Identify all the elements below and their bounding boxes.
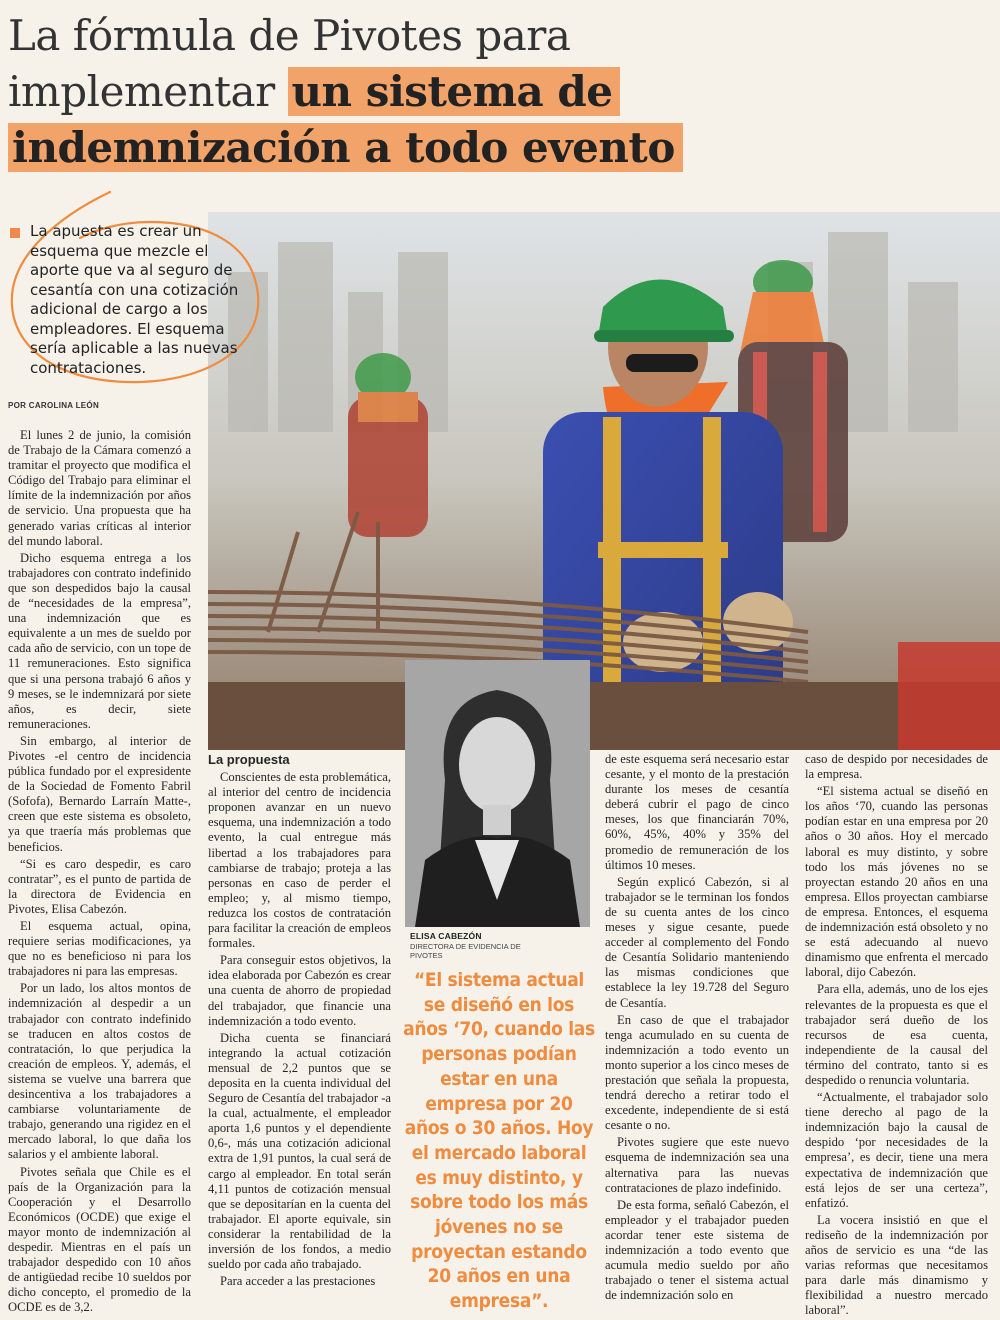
headline-line-2-plain: implementar — [8, 67, 288, 116]
paragraph: Dicho esquema entrega a los trabajadores con contrato indefinido que son despedidos bajo la causal de “necesidades de la empresa”, una indemnización que es equivalente a un mes de sueldo por cada año de servicio, con un tope de 11 remuneraciones. Esto significa que si una persona trabajó 6 años y 9 meses, se le indemnizará por siete años, es decir, siete remuneraciones. — [8, 550, 191, 731]
headline-line-2 — [8, 64, 988, 120]
pull-quote: “El sistema actual se diseñó en los años ‘70, cuando las personas podían estar en una empresa por 20 años o 30 años. Hoy el mercado laboral es muy distinto, y sobre todo los más jóvenes no se proyectan estando 20 años en una empresa”. — [403, 969, 595, 1313]
paragraph: Para conseguir estos objetivos, la idea elaborada por Cabezón es crear una cuenta de ahorro de propiedad del trabajador, que financie una indemnización a todo evento. — [208, 953, 391, 1028]
paragraph: Pivotes sugiere que este nuevo esquema de indemnización sea una alternativa para las nuevas contrataciones de plazo indefinido. — [605, 1135, 789, 1195]
elisa-cabezon-portrait — [405, 660, 590, 927]
headline-highlight-1: un sistema de — [288, 67, 621, 116]
paragraph: Para acceder a las prestaciones — [220, 1274, 376, 1289]
portrait-caption-name: ELISA CABEZÓN — [410, 931, 482, 941]
paragraph: Por un lado, los altos montos de indemnización al despedir a un trabajador con contrato indefinido se traducen en altos costos de contratación, lo que perjudica la creación de empleos. Y, además, el sistema se vuelve una barrera que desincentiva a los trabajadores a cambiarse voluntariamente de trabajo, generando una rigidez en el mercado laboral, lo que daña los salarios y el ambiente laboral. — [8, 981, 191, 1162]
paragraph: Para ella, además, uno de los ejes relevantes de la propuesta es que el trabajador será dueño de los recursos de esa cuenta, independiente de la causal del término del contrato, tanto si es despedido o renuncia voluntaria. — [805, 982, 988, 1087]
paragraph: Dicha cuenta se financiará integrando la actual cotización mensual de 2,2 puntos que se deposita en la cuenta individual del Seguro de Cesantía del trabajador -a la cual, actualmente, el empleador aporta 1,6 puntos y el dependiente 0,6-, más una cotización adicional extra de 1,91 puntos, la cual será de cargo al empleador. En total serán 4,11 puntos de cotización mensual que se depositarían en la cuenta del trabajador. El aporte equivale, sin considerar la rentabilidad de la inversión de los fondos, a medio sueldo por cada año trabajado. — [208, 1030, 391, 1272]
paragraph: “Si es caro despedir, es caro contratar”, es el punto de partida de la directora de Evidencia en Pivotes, Elisa Cabezón. — [8, 856, 191, 916]
paragraph: El lunes 2 de junio, la comisión de Trabajo de la Cámara comenzó a tramitar el proyecto que modifica el Código del Trabajo para eliminar el límite de la indemnización por años de servicio. Una propuesta que ha generado varias críticas al interior del mundo laboral. — [8, 428, 191, 548]
paragraph: Según explicó Cabezón, si al trabajador se le terminan los fondos de su cuenta antes de los cinco meses y sigue cesante, puede acceder al complemento del Fondo de Cesantía Solidario manteniendo las mismas condiciones que establece la ley 19.728 del Seguro de Cesantía. — [605, 874, 789, 1010]
paragraph: De esta forma, señaló Cabezón, el empleador y el trabajador pueden acordar tener este sistema de indemnización a todo evento que acumula medio sueldo por año trabajado o tener el sistema actual de indemnización solo en — [605, 1197, 789, 1303]
paragraph: La vocera insistió en que el rediseño de la indemnización por años de servicio es una “de las varias reformas que necesitamos para darle más dinamismo y flexibilidad a nuestro mercado laboral”. — [805, 1212, 988, 1318]
paragraph: El esquema actual, opina, requiere serias modificaciones, ya que no es beneficioso ni para los trabajadores ni para las empresas. — [8, 919, 191, 979]
paragraph: “Actualmente, el trabajador solo tiene derecho al pago de la indemnización bajo la causal de despido ‘por necesidades de la empresa’, es decir, tiene una mera expectativa de indemnización que está lejos de ser una certeza”, enfatizó. — [805, 1090, 988, 1210]
paragraph: Conscientes de esta problemática, al interior del centro de incidencia proponen avanzar en un nuevo esquema, una indemnización a todo evento, la cual entregue más libertad a los trabajadores para cambiarse de trabajo; proteja a las personas en caso de perder el empleo; y, al mismo tiempo, reduzca los costos de contratación para facilitar la creación de empleos formales. — [208, 770, 391, 951]
section-subheading: La propuesta — [208, 752, 290, 767]
headline-line-1: La fórmula de Pivotes para — [8, 11, 571, 60]
body-column-2 — [208, 752, 391, 1291]
paragraph: de este esquema será necesario estar cesante, y el monto de la prestación durante los meses de cesantía deberá cubrir el pago de cinco meses, los que financiarán 70%, 60%, 45%, 40% y 35% del promedio de remuneración de los últimos 10 meses. — [605, 752, 789, 872]
headline-highlight-2: indemnización a todo evento — [8, 123, 683, 172]
portrait-caption-role: DIRECTORA DE EVIDENCIA DE PIVOTES — [410, 942, 521, 960]
byline: POR CAROLINA LEÓN — [8, 401, 100, 410]
headline — [8, 8, 988, 176]
paragraph: Pivotes señala que Chile es el país de la Organización para la Cooperación y el Desarrollo Económicos (OCDE) que exige el mayor monto de indemnización al despedir. Mientras en el país un trabajador despedido con 10 años de antigüedad recibe 10 sueldos por dicho concepto, el promedio de la OCDE es de 3,2. — [8, 1164, 191, 1315]
paragraph: En caso de que el trabajador tenga acumulado en su cuenta de indemnización a todo evento un monto superior a los cinco meses de prestación que señala la propuesta, tendrá derecho a retirar todo el excedente, independiente de si está cesante o no. — [605, 1012, 789, 1133]
body-column-4 — [805, 752, 988, 1320]
body-column-3 — [605, 752, 789, 1305]
paragraph: caso de despido por necesidades de la empresa. — [805, 752, 988, 782]
headline-line-3 — [8, 120, 988, 176]
lead-square-icon — [10, 228, 20, 238]
lead-paragraph: La apuesta es crear un esquema que mezcle el aporte que va al seguro de cesantía con una cotización adicional de cargo a los empleadores. El esquema sería aplicable a las nuevas contrataciones. — [30, 222, 239, 377]
paragraph: Sin embargo, al interior de Pivotes -el centro de incidencia pública fundado por el expresidente de la Sociedad de Fomento Fabril (Sofofa), Bernardo Larraín Matte-, creen que este sistema es obsoleto, ya que traería más problemas que beneficios. — [8, 733, 191, 854]
construction-workers-photo — [208, 212, 1000, 750]
paragraph: “El sistema actual se diseñó en los años ‘70, cuando las personas podían estar en una empresa por 20 años o 30 años. Hoy el mercado laboral es muy distinto, y sobre todo los más jóvenes no se proyectan estando 20 años en una empresa. Ellos proyectan cambiarse de empresa. Entonces, el esquema de indemnización está obsoleto y no se está adecuando al nuevo dinamismo que enfrenta el mercado laboral, dijo Cabezón. — [805, 784, 988, 980]
body-column-1 — [8, 428, 191, 1317]
